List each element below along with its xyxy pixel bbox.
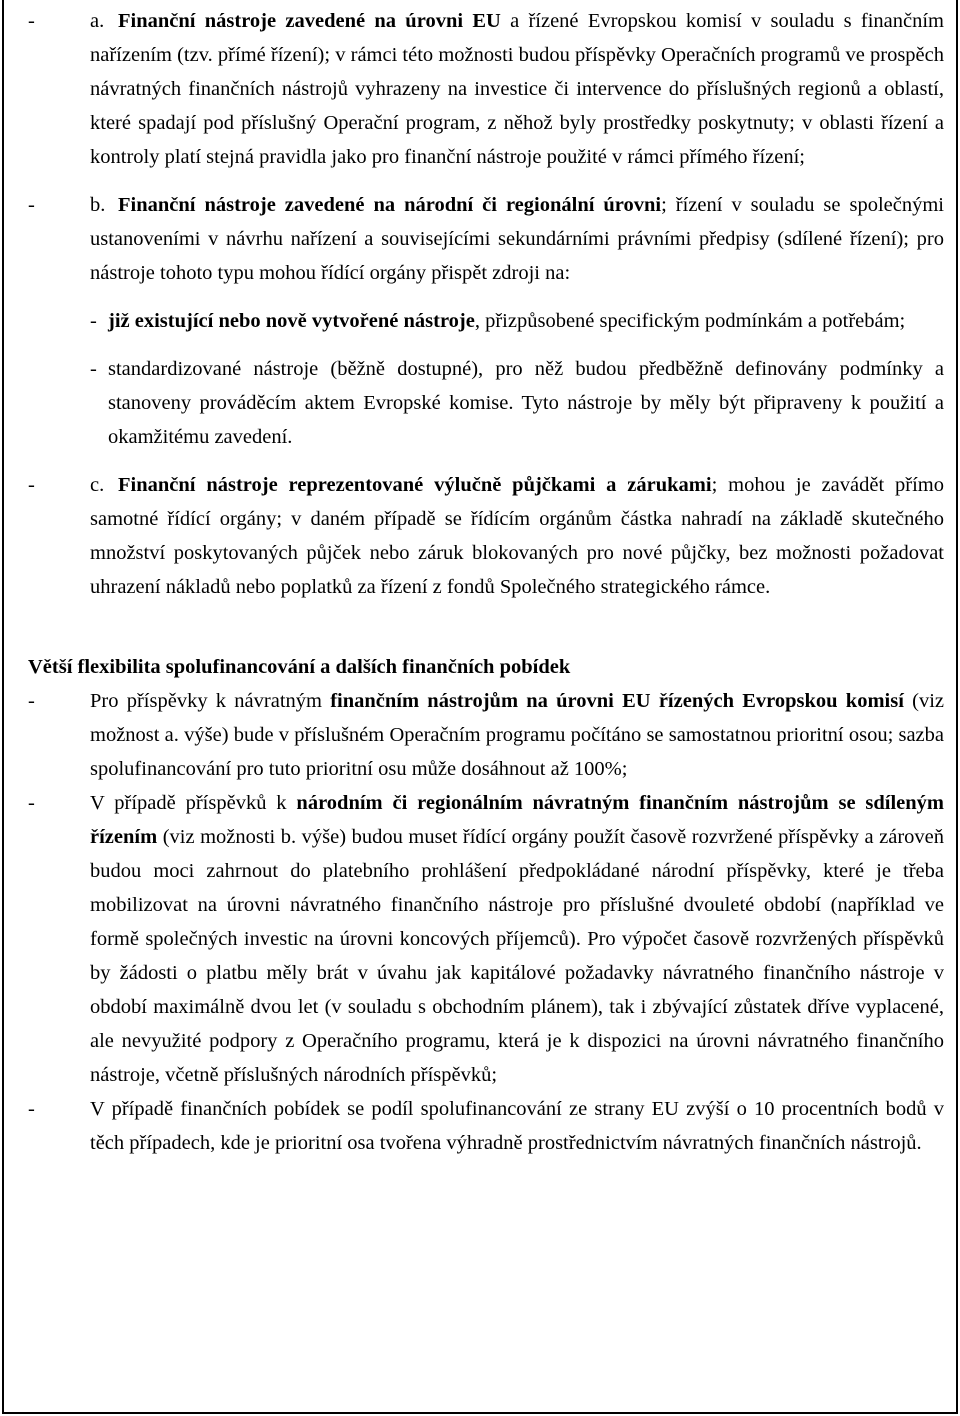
bullet-post: (viz možnosti b. výše) budou muset řídící orgány použít časově rozvržené příspěvky a zároveň budou moci zahrnout do platebního prohlášení předpokládané národní příspěvky, které je třeba mobilizovat na úrovni návratného finančního nástroje pro příslušné dvouleté období (například ve formě společných investic na úrovni koncových příjemců). Pro výpočet časově rozvržených příspěvků by žádosti o platbu měly brát v úvahu jak kapitálové požadavky návratného finančního nástroje v období maximálně dvou let (v souladu s obchodním plánem), tak i zbývající zůstatek dříve vyplacené, ale nevyužité podpory z Operačního programu, která je k dispozici na úrovni návratného finančního nástroje, včetně příslušných národních příspěvků;	[90, 826, 944, 1086]
item-b-bold: Finanční nástroje zavedené na národní či regionální úrovni	[118, 194, 662, 216]
sub-dash: -	[90, 358, 97, 380]
bullet-dash: -	[28, 1098, 35, 1120]
bullet-paragraph	[90, 1092, 944, 1160]
item-b-text: ; řízení v souladu se společnými ustanoveními v návrhu nařízení a souvisejícími sekundárními právními předpisy (sdílené řízení); pro nástroje tohoto typu mohou řídící orgány přispět zdroji na:	[90, 194, 944, 284]
item-a-bold: Finanční nástroje zavedené na úrovni EU	[118, 10, 501, 32]
bullet-pre: Pro příspěvky k návratným	[90, 690, 331, 712]
sub-item-1-bold: již existující nebo nově vytvořené nástroje	[108, 310, 475, 332]
bullet-bold: národním či regionálním návratným finančním nástrojům se sdíleným řízením	[90, 792, 944, 848]
sub-item-1	[28, 304, 944, 338]
page-border-left	[2, 0, 4, 1412]
bullet-pre: V případě příspěvků k	[90, 792, 297, 814]
bullet-item	[28, 1092, 944, 1160]
page-border-bottom	[2, 1412, 958, 1414]
sub-item-1-text	[108, 304, 944, 338]
item-c-paragraph	[90, 468, 944, 604]
item-c-text: ; mohou je zavádět přímo samotné řídící orgány; v daném případě se řídícím orgánům částka nahradí na základě skutečného množství poskytovaných půjček nebo záruk blokovaných pro nové půjčky, bez možnosti požadovat uhrazení nákladů nebo poplatků za řízení z fondů Společného strategického rámce.	[90, 474, 944, 598]
document-body	[28, 4, 944, 1160]
list-item-b	[28, 188, 944, 290]
list-dash: -	[28, 194, 35, 216]
list-item-c	[28, 468, 944, 604]
list-item-a	[28, 4, 944, 174]
bullet-paragraph	[90, 684, 944, 786]
sub-item-2-text: standardizované nástroje (běžně dostupné), pro něž budou předběžně definovány podmínky a stanoveny prováděcím aktem Evropské komise. Tyto nástroje by měly být připraveny k použití a okamžitému zavedení.	[108, 358, 944, 448]
bullet-dash: -	[28, 690, 35, 712]
bullet-item	[28, 684, 944, 786]
item-b-paragraph	[90, 188, 944, 290]
item-a-paragraph	[90, 4, 944, 174]
item-c-bold: Finanční nástroje reprezentované výlučně půjčkami a zárukami	[118, 474, 712, 496]
page-border-right	[956, 0, 958, 1412]
list-letter: c.	[90, 474, 105, 496]
list-dash: -	[28, 474, 35, 496]
sub-item-1-rest: , přizpůsobené specifickým podmínkám a potřebám;	[474, 310, 906, 332]
bullet-dash: -	[28, 792, 35, 814]
list-dash: -	[28, 10, 35, 32]
bullet-post: (viz možnost a. výše) bude v příslušném Operačním programu počítáno se samostatnou prioritní osou; sazba spolufinancování pro tuto prioritní osu může dosáhnout až 100%;	[90, 690, 944, 780]
list-letter: b.	[90, 194, 106, 216]
bullet-item	[28, 786, 944, 1092]
sub-item-2	[28, 352, 944, 454]
list-letter: a.	[90, 10, 105, 32]
bullet-pre: V případě finančních pobídek se podíl spolufinancování ze strany EU zvýší o 10 procentních bodů v těch případech, kde je prioritní osa tvořena výhradně prostřednictvím návratných finančních nástrojů.	[90, 1098, 944, 1154]
section-heading: Větší flexibilita spolufinancování a dalších finančních pobídek	[28, 656, 571, 678]
bullet-bold: finančním nástrojům na úrovni EU řízených Evropskou komisí	[330, 690, 904, 712]
sub-dash: -	[90, 310, 97, 332]
bullet-paragraph	[90, 786, 944, 1092]
item-a-text: a řízené Evropskou komisí v souladu s finančním nařízením (tzv. přímé řízení); v rámci této možnosti budou příspěvky Operačních programů ve prospěch návratných finančních nástrojů vyhrazeny na investice či intervence do příslušných regionů a oblastí, které spadají pod příslušný Operační program, z něhož byly prostředky poskytnuty; v oblasti řízení a kontroly platí stejná pravidla jako pro finanční nástroje použité v rámci přímého řízení;	[90, 10, 944, 168]
